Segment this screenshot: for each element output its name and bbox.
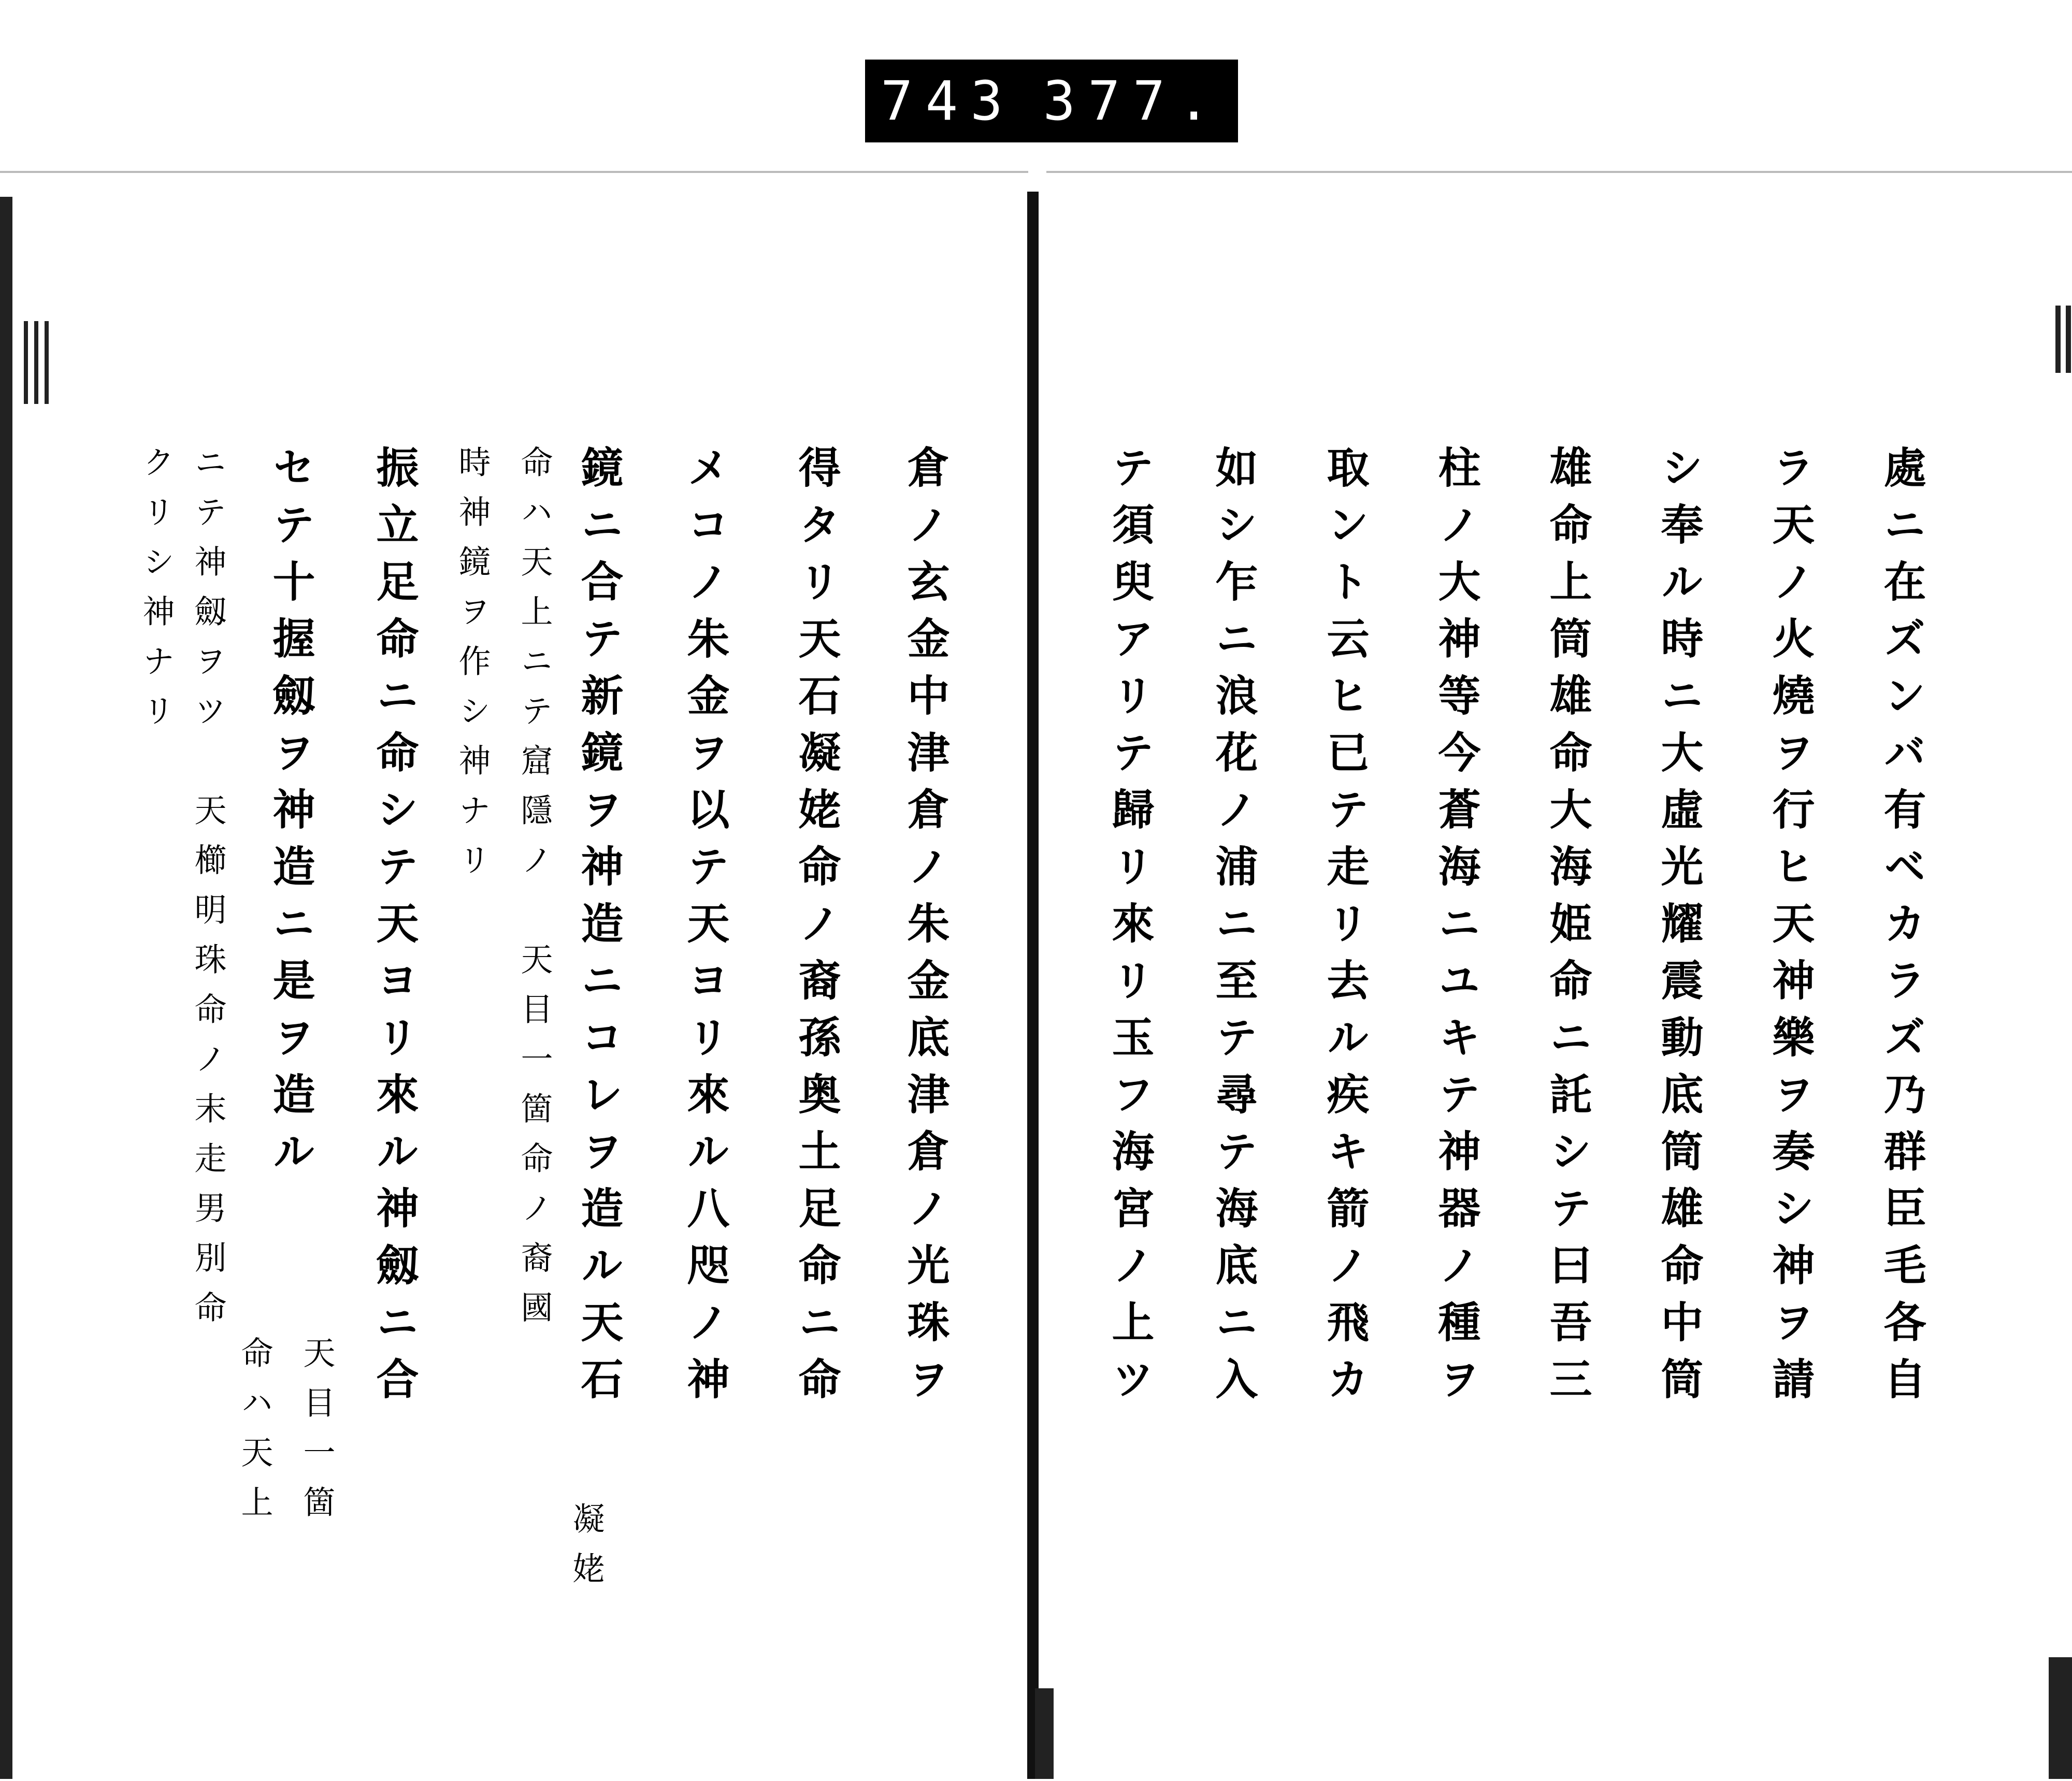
right-edge-mark <box>2066 306 2071 373</box>
text-column: 雄命上筒雄命大海姫命ニ託シテ曰吾三 <box>1543 445 1592 1414</box>
text-column: 取ント云ヒ已テ走リ去ル疾キ箭ノ飛カ <box>1320 445 1370 1414</box>
left-edge-shadow <box>0 197 12 1779</box>
text-column: 時神鏡ヲ作シ神ナリ <box>453 445 491 893</box>
frame-number-label <box>865 60 1238 142</box>
left-edge-mark <box>45 321 49 404</box>
book-gutter-foot <box>1035 1688 1054 1779</box>
text-column: シ奉ル時ニ大虛光耀震動底筒雄命中筒 <box>1654 445 1704 1414</box>
frame-number-right: 377. <box>1043 69 1222 133</box>
text-column: 倉ノ玄金中津倉ノ朱金底津倉ノ光珠ヲ <box>900 445 950 1414</box>
right-edge-mark <box>2055 306 2061 373</box>
text-column: 振立足命ニ命シテ天ヨリ來ル神劔ニ合 <box>369 445 419 1414</box>
inset-text-column: 凝姥 <box>567 1502 605 1601</box>
text-column: セテ十握劔ヲ神造ニ是ヲ造ル <box>266 445 315 1186</box>
text-column: 柱ノ大神等今蒼海ニユキテ神器ノ種ヲ <box>1431 445 1481 1414</box>
text-column: クリシ神ナリ <box>137 445 175 744</box>
text-column: 得タリ天石凝姥命ノ裔孫奥土足命ニ命 <box>792 445 841 1414</box>
text-column: テ須臾アリテ歸リ來リ玉フ海宮ノ上ツ <box>1105 445 1155 1414</box>
book-gutter <box>1027 192 1039 1779</box>
inset-text-column: 天目一箇 <box>298 1336 336 1535</box>
frame-number-left: 743 <box>881 69 1015 133</box>
text-column: 處ニ在ズンバ有ベカラズ乃群臣毛各自 <box>1877 445 1926 1414</box>
text-column: ラ天ノ火燒ヲ行ヒ天神樂ヲ奏シ神ヲ請 <box>1765 445 1815 1414</box>
text-column: 鏡ニ合テ新鏡ヲ神造ニコレヲ造ル天石 <box>574 445 624 1414</box>
text-column: メコノ朱金ヲ以テ天ヨリ來ル八咫ノ神 <box>680 445 730 1414</box>
left-edge-mark <box>34 321 38 404</box>
text-column: 如シ乍ニ浪花ノ浦ニ至テ尋テ海底ニ入 <box>1208 445 1258 1414</box>
right-edge-shadow <box>2049 1657 2072 1779</box>
text-column: 命ハ天上ニテ窟隱ノ 天目一箇命ノ裔國 <box>515 445 553 1340</box>
text-column: ニテ神劔ヲツ 天櫛明珠命ノ末走男別命 <box>189 445 227 1340</box>
left-edge-mark <box>24 321 28 404</box>
inset-text-column: 命ハ天上 <box>236 1336 274 1535</box>
